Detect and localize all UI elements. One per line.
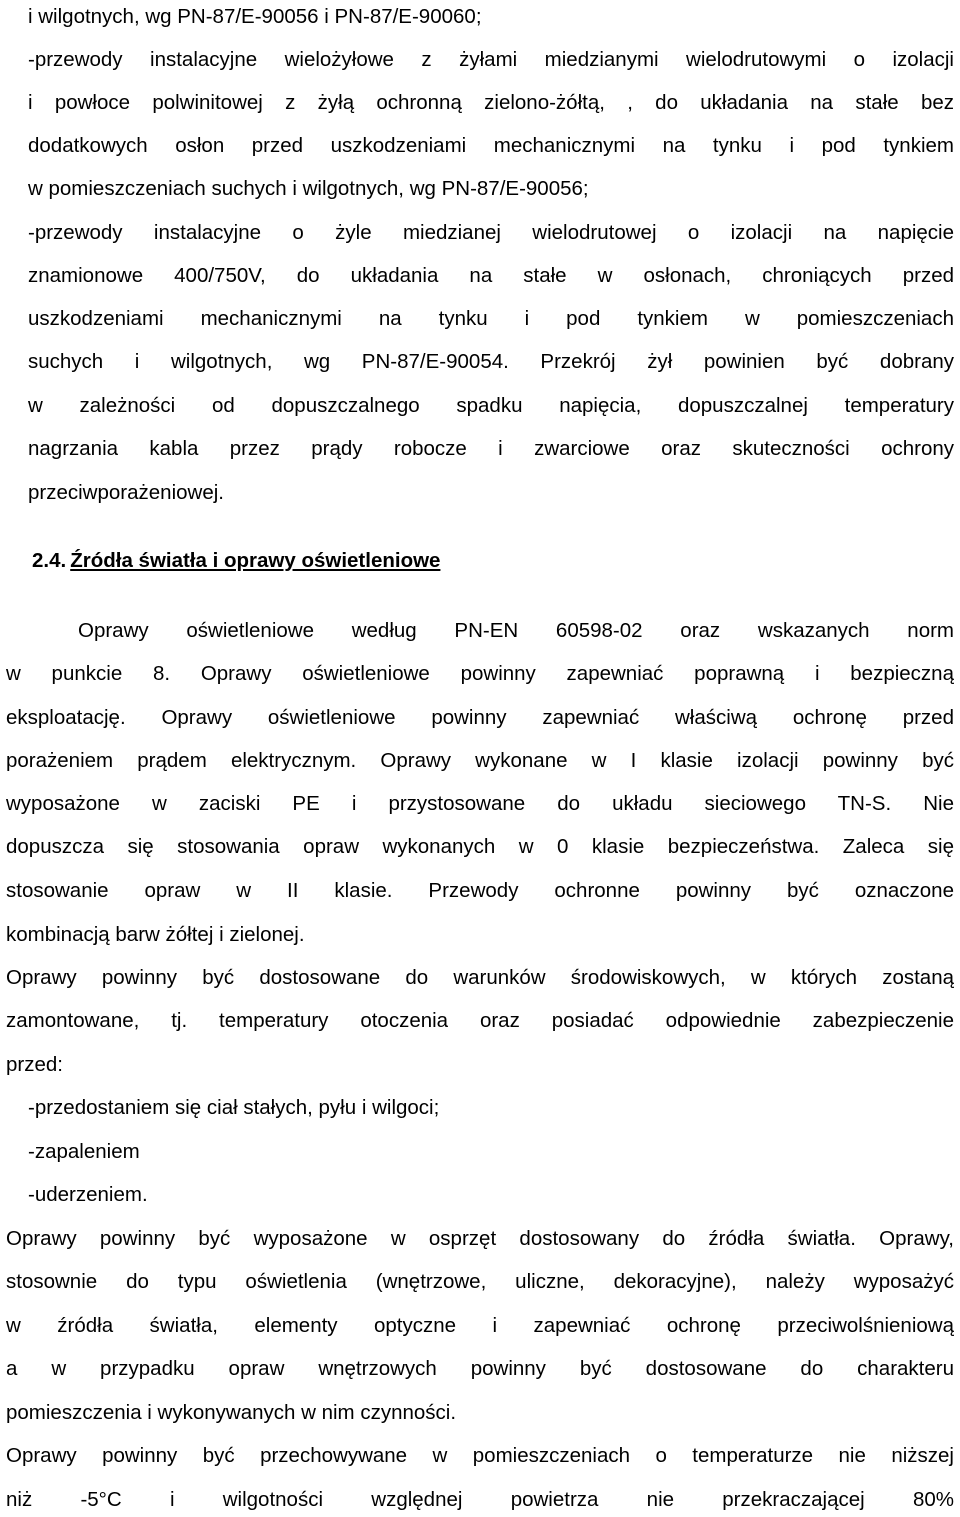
text-line: w punkcie 8. Oprawy oświetleniowe powinny zapewniać poprawną i bezpieczną [6,662,954,685]
text-line: w źródła światła, elementy optyczne i zapewniać ochronę przeciwolśnieniową [6,1314,954,1337]
section-heading [32,548,440,574]
text-line: uszkodzeniami mechanicznymi na tynku i pod tynkiem w pomieszczeniach [28,307,954,330]
text-line: wyposażone w zaciski PE i przystosowane do układu sieciowego TN-S. Nie [6,792,954,815]
text-line: Oprawy powinny być przechowywane w pomieszczeniach o temperaturze nie niższej [6,1444,954,1467]
text-line: dopuszcza się stosowania opraw wykonanych w 0 klasie bezpieczeństwa. Zaleca się [6,835,954,858]
text-line: Oprawy oświetleniowe według PN-EN 60598-02 oraz wskazanych norm [78,619,954,642]
text-line: pomieszczenia i wykonywanych w nim czynności. [6,1401,457,1424]
text-line: niż -5°C i wilgotności względnej powietrza nie przekraczającej 80% [6,1488,954,1511]
text-line: eksploatację. Oprawy oświetleniowe powinny zapewniać właściwą ochronę przed [6,706,954,729]
text-line: przed: [6,1053,63,1076]
list-item: -zapaleniem [28,1140,140,1163]
text-line: porażeniem prądem elektrycznym. Oprawy wykonane w I klasie izolacji powinny być [6,749,954,772]
text-line: -przewody instalacyjne o żyle miedzianej wielodrutowej o izolacji na napięcie [28,221,954,244]
text-line: Oprawy powinny być wyposażone w osprzęt dostosowany do źródła światła. Oprawy, [6,1227,954,1250]
text-line: przeciwporażeniowej. [28,481,224,504]
text-line: stosowanie opraw w II klasie. Przewody ochronne powinny być oznaczone [6,879,954,902]
text-line: kombinacją barw żółtej i zielonej. [6,923,305,946]
section-number: 2.4. [32,549,67,572]
text-line: -przewody instalacyjne wielożyłowe z żyłami miedzianymi wielodrutowymi o izolacji [28,48,954,71]
list-item: -uderzeniem. [28,1183,148,1206]
text-line: stosownie do typu oświetlenia (wnętrzowe, uliczne, dekoracyjne), należy wyposażyć [6,1270,954,1293]
text-line: i powłoce polwinitowej z żyłą ochronną zielono-żółtą, , do układania na stałe bez [28,91,954,114]
list-item: -przedostaniem się ciał stałych, pyłu i wilgoci; [28,1096,440,1119]
text-line: znamionowe 400/750V, do układania na stałe w osłonach, chroniących przed [28,264,954,287]
text-line: a w przypadku opraw wnętrzowych powinny być dostosowane do charakteru [6,1357,954,1380]
text-line: w zależności od dopuszczalnego spadku napięcia, dopuszczalnej temperatury [28,394,954,417]
section-title: Źródła światła i oprawy oświetleniowe [70,549,441,572]
text-line: nagrzania kabla przez prądy robocze i zwarciowe oraz skuteczności ochrony [28,437,954,460]
text-line: i wilgotnych, wg PN-87/E-90056 i PN-87/E-90060; [28,5,482,28]
text-line: zamontowane, tj. temperatury otoczenia oraz posiadać odpowiednie zabezpieczenie [6,1009,954,1032]
text-line: w pomieszczeniach suchych i wilgotnych, wg PN-87/E-90056; [28,177,589,200]
text-line: suchych i wilgotnych, wg PN-87/E-90054. Przekrój żył powinien być dobrany [28,350,954,373]
text-line: dodatkowych osłon przed uszkodzeniami mechanicznymi na tynku i pod tynkiem [28,134,954,157]
text-line: Oprawy powinny być dostosowane do warunków środowiskowych, w których zostaną [6,966,954,989]
